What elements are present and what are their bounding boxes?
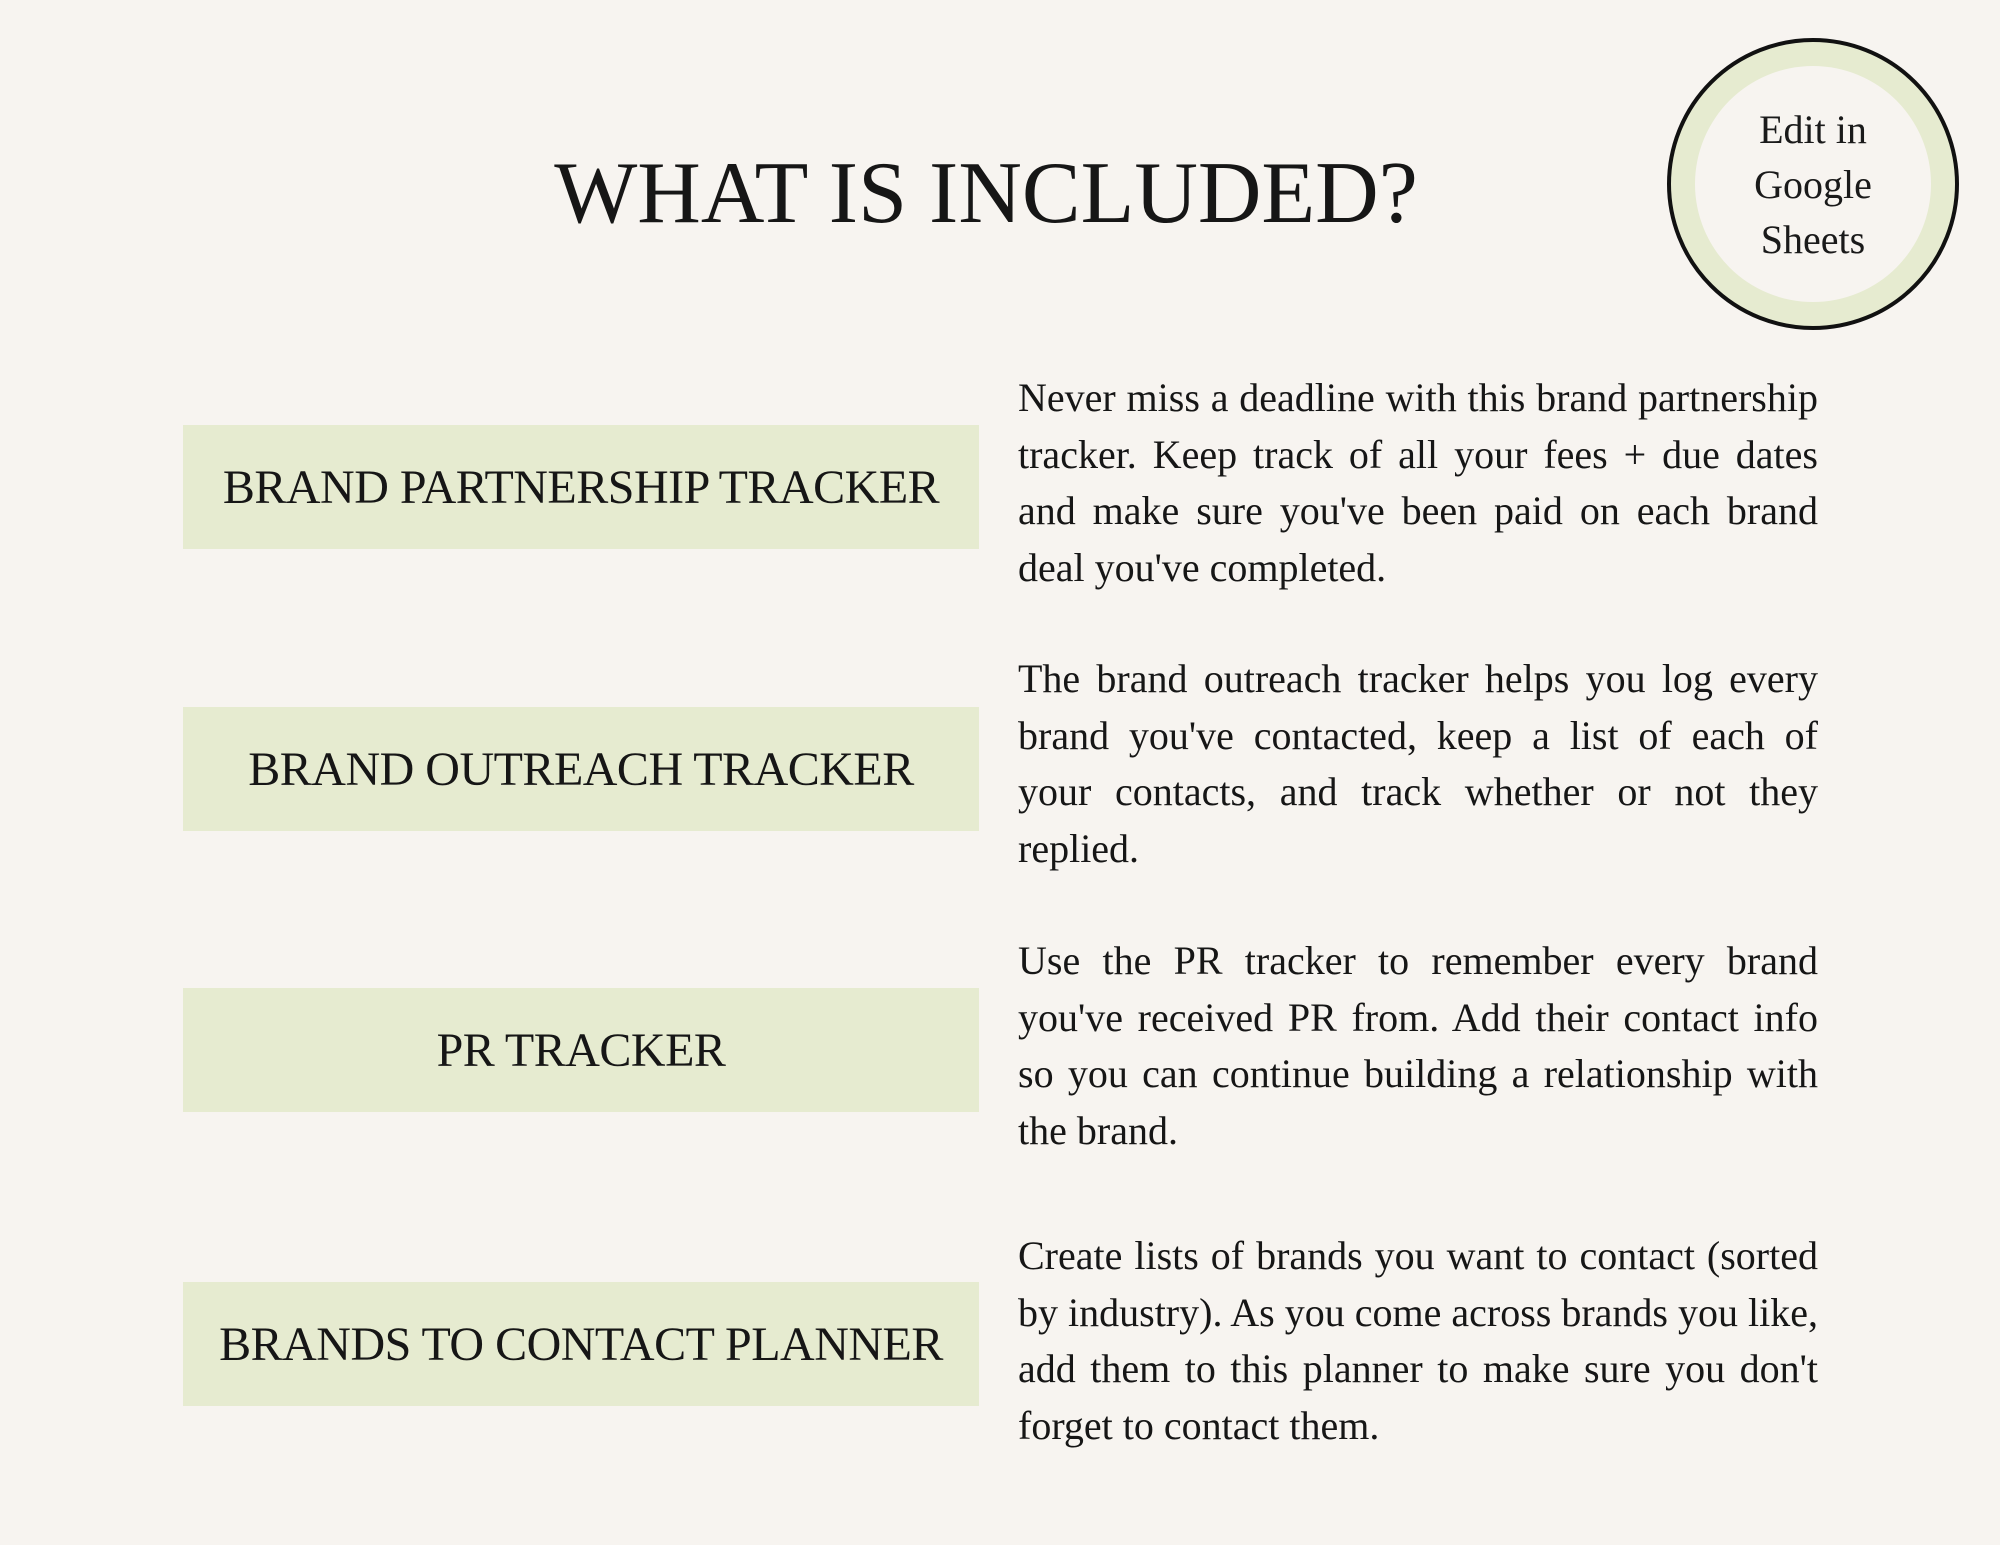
description-brands-to-contact-planner: Create lists of brands you want to contact (sorted by industry). As you come across brands you like, add them to this planner to make sure you don't forget to contact them. — [1018, 1233, 1818, 1448]
label-brand-partnership-tracker: BRAND PARTNERSHIP TRACKER — [183, 425, 979, 549]
edit-in-google-sheets-badge — [1667, 38, 1959, 330]
description-brand-outreach-tracker: The brand outreach tracker helps you log every brand you've contacted, keep a list of each of your contacts, and track whether or not they replied. — [1018, 656, 1818, 871]
label-brand-outreach-tracker: BRAND OUTREACH TRACKER — [183, 707, 979, 831]
badge-inner-circle — [1695, 66, 1931, 302]
description-pr-tracker: Use the PR tracker to remember every brand you've received PR from. Add their contact info so you can continue building a relationship with the brand. — [1018, 938, 1818, 1153]
badge-text: Edit in Google Sheets — [1754, 106, 1872, 262]
label-brands-to-contact-planner: BRANDS TO CONTACT PLANNER — [183, 1282, 979, 1406]
label-pr-tracker: PR TRACKER — [183, 988, 979, 1112]
page-title: WHAT IS INCLUDED? — [554, 145, 1418, 242]
description-brand-partnership-tracker: Never miss a deadline with this brand partnership tracker. Keep track of all your fees + due dates and make sure you've been paid on each brand deal you've completed. — [1018, 375, 1818, 590]
